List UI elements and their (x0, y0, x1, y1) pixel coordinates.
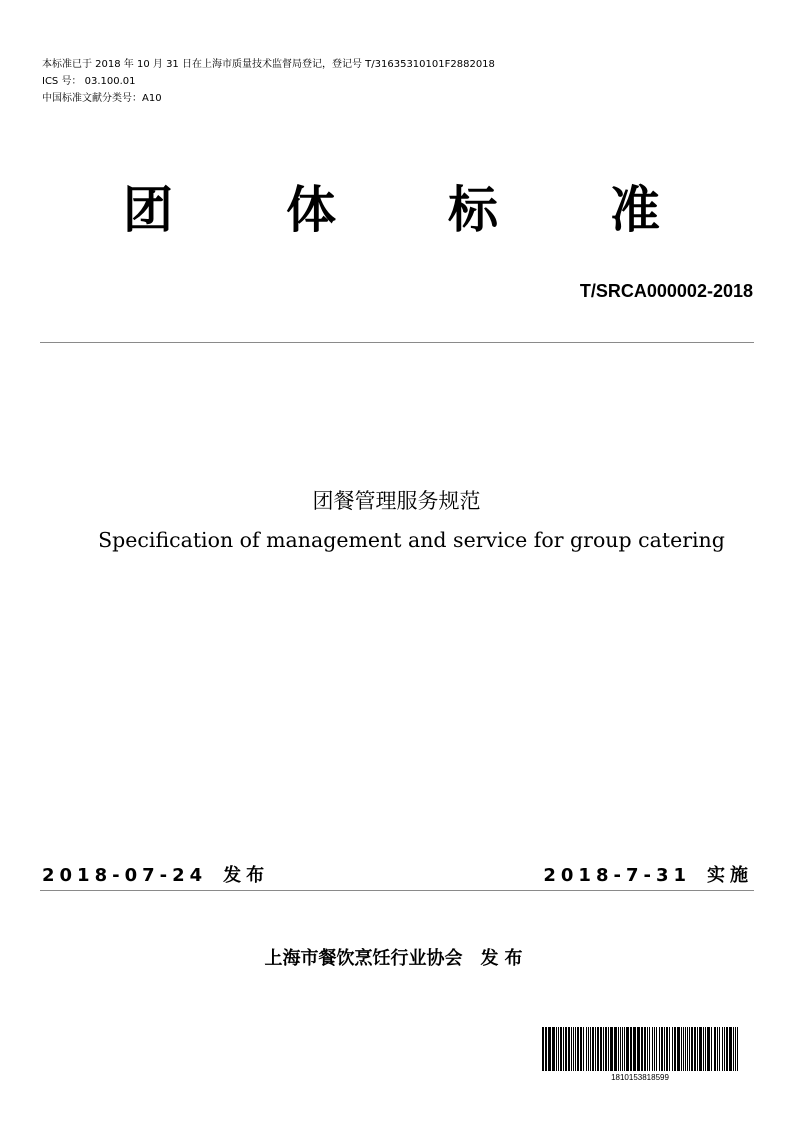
barcode-bar (580, 1027, 582, 1071)
barcode-bar (649, 1027, 650, 1071)
barcode-bar (674, 1027, 676, 1071)
barcode-bar (737, 1027, 738, 1071)
barcode-bar (705, 1027, 706, 1071)
barcode-bar (605, 1027, 607, 1071)
barcode-bar (735, 1027, 736, 1071)
barcode-bar (542, 1027, 544, 1071)
barcode-bar (641, 1027, 643, 1071)
barcode-bar (552, 1027, 555, 1071)
ics-number: ICS 号： 03.100.01 (42, 76, 136, 87)
barcode-bar (677, 1027, 680, 1071)
barcode-bar (573, 1027, 574, 1071)
publisher-action: 发布 (480, 948, 529, 969)
doc-type-char-4: 准 (610, 181, 660, 239)
publish-date-line (42, 861, 269, 887)
barcode-bar (733, 1027, 734, 1071)
barcode-bar (568, 1027, 570, 1071)
barcode-bar (697, 1027, 698, 1071)
barcode-bar (689, 1027, 690, 1071)
doc-type-char-1: 团 (123, 181, 173, 239)
classification-number: 中国标准文献分类号：A10 (42, 93, 162, 104)
doc-type-char-3: 标 (448, 181, 498, 239)
barcode-bar (656, 1027, 657, 1071)
barcode-bar (571, 1027, 572, 1071)
header-meta (42, 56, 495, 107)
barcode-bar (626, 1027, 629, 1071)
barcode-bar (672, 1027, 673, 1071)
barcode-bar (588, 1027, 589, 1071)
barcode-bar (652, 1027, 653, 1071)
barcode-bar (630, 1027, 632, 1071)
barcode-bar (637, 1027, 640, 1071)
registration-note: 本标准已于 2018 年 10 月 31 日在上海市质量技术监督局登记，登记号 T/31635310101F2882018 (42, 59, 495, 70)
barcode-bar (545, 1027, 547, 1071)
barcode-bar (664, 1027, 665, 1071)
barcode-bar (575, 1027, 576, 1071)
barcode-bar (595, 1027, 596, 1071)
barcode-bar (614, 1027, 617, 1071)
barcode-bar (722, 1027, 723, 1071)
barcode-bar (603, 1027, 604, 1071)
barcode-bar (681, 1027, 682, 1071)
barcode-bar (691, 1027, 693, 1071)
publisher-name: 上海市餐饮烹饪行业协会 (264, 948, 463, 969)
implement-date: 2018-7-31 (543, 865, 691, 886)
barcode-bar (654, 1027, 655, 1071)
barcode-bar (618, 1027, 619, 1071)
publish-label: 发布 (223, 865, 270, 886)
barcode-bar (647, 1027, 648, 1071)
title-english: Specification of management and service for group catering (98, 528, 725, 552)
barcode-bar (685, 1027, 686, 1071)
doc-type-title (0, 180, 793, 240)
bottom-divider (40, 890, 754, 891)
barcode-bar (711, 1027, 712, 1071)
barcode-bar (620, 1027, 621, 1071)
barcode-bar (714, 1027, 716, 1071)
barcode-bar (633, 1027, 636, 1071)
barcode-bar (703, 1027, 704, 1071)
barcode-number: 1810153818599 (611, 1073, 669, 1082)
barcode-bar (683, 1027, 684, 1071)
implement-date-line (543, 861, 753, 887)
barcode-bar (661, 1027, 663, 1071)
barcode-bar (719, 1027, 720, 1071)
publisher-line (0, 944, 793, 970)
doc-type-char-2: 体 (286, 181, 336, 239)
barcode-bar (729, 1027, 732, 1071)
barcode-bar (577, 1027, 579, 1071)
barcode-bar (717, 1027, 718, 1071)
barcode-bar (707, 1027, 710, 1071)
publish-date: 2018-07-24 (42, 865, 208, 886)
barcode-bar (687, 1027, 688, 1071)
barcode-bar (548, 1027, 551, 1071)
barcode-bar (699, 1027, 702, 1071)
barcode-bar (560, 1027, 562, 1071)
barcode-bar (644, 1027, 646, 1071)
standard-number: T/SRCA000002-2018 (579, 281, 753, 301)
barcode-bar (610, 1027, 613, 1071)
barcode-bar (597, 1027, 599, 1071)
barcode-bar (600, 1027, 602, 1071)
barcode-bar (556, 1027, 557, 1071)
title-chinese: 团餐管理服务规范 (312, 489, 481, 513)
barcode-bar (592, 1027, 594, 1071)
barcode-bar (586, 1027, 587, 1071)
barcode-bar (558, 1027, 559, 1071)
barcode-bar (565, 1027, 567, 1071)
barcode-bar (622, 1027, 623, 1071)
barcode-bar (608, 1027, 609, 1071)
top-divider (40, 342, 754, 343)
barcode-bar (659, 1027, 660, 1071)
barcode-bar (724, 1027, 725, 1071)
barcode-bar (583, 1027, 584, 1071)
barcode-bar (590, 1027, 591, 1071)
barcode-bar (726, 1027, 728, 1071)
barcode-bar (563, 1027, 564, 1071)
implement-label: 实施 (707, 865, 753, 886)
barcode-image (542, 1027, 738, 1071)
barcode-bar (624, 1027, 625, 1071)
barcode-bar (694, 1027, 696, 1071)
barcode-bar (666, 1027, 668, 1071)
barcode-bar (669, 1027, 670, 1071)
